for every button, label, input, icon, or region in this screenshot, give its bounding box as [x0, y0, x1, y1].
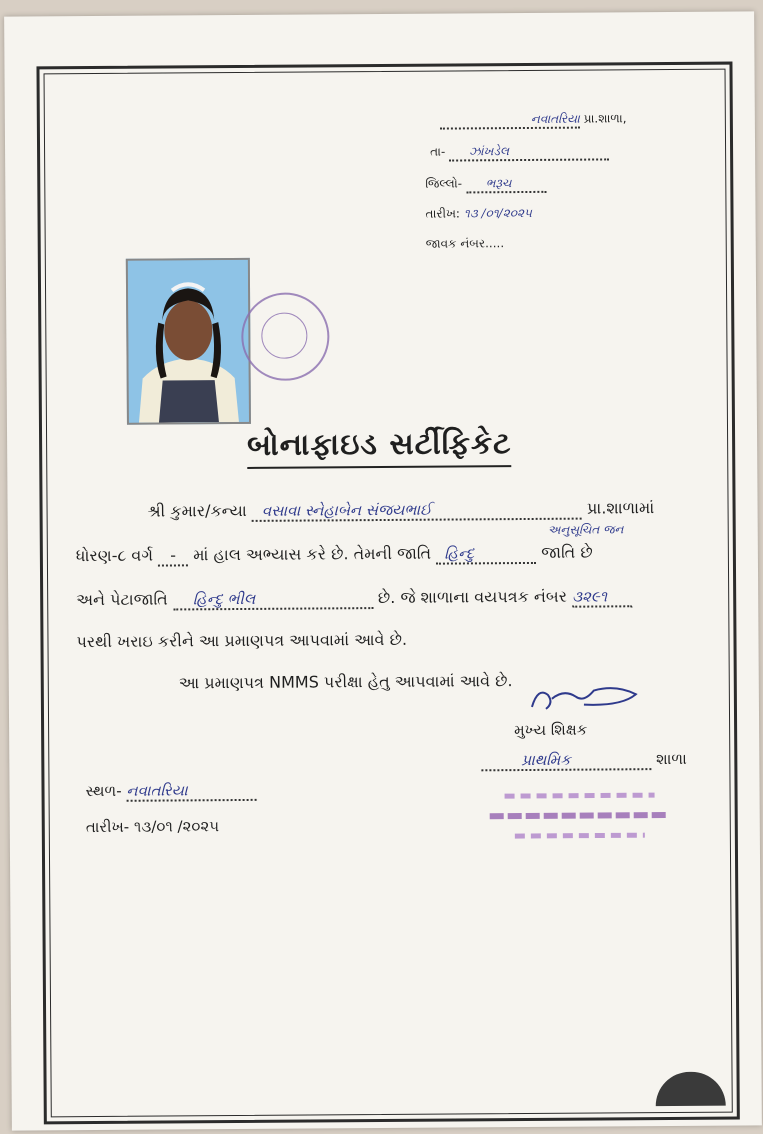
certificate-sheet [4, 11, 762, 1130]
line2-prefix: ધોરણ-૮ વર્ગ [75, 545, 154, 566]
header-school-line [440, 110, 627, 129]
headmaster-signature [524, 680, 644, 719]
page-corner-shadow [656, 1072, 726, 1106]
student-photo [126, 258, 251, 425]
header-taluka-value: ઝાંખડેલ [469, 144, 510, 159]
line3-prefix: અને પેટાજાતિ [76, 589, 168, 610]
footer-date-line [86, 817, 219, 836]
signature-school-type: પ્રાથમિક [521, 750, 571, 770]
body-line-4: પરથી ખરાઇ કરીને આ પ્રમાણપત્ર આપવામાં આવે છે. [76, 629, 408, 652]
place-label: સ્થળ- [85, 781, 122, 801]
header-district-value: ભરૂચ [485, 176, 512, 191]
header-date-line [425, 205, 531, 222]
school-rectangular-stamp [485, 785, 675, 851]
school-round-stamp [241, 292, 330, 381]
category-note [548, 522, 624, 538]
header-district-line [425, 175, 546, 194]
header-district-label: જિલ્લો- [425, 176, 463, 191]
line1-prefix: શ્રી કુમાર/કન્યા [147, 500, 247, 521]
certificate-inner-border [44, 69, 733, 1118]
line1-suffix: પ્રા.શાળામાં [586, 498, 655, 518]
body-line-3 [76, 586, 632, 611]
category-above: અનુસૂચિત જન [547, 522, 624, 537]
sub-caste-value: હિન્દુ ભીલ [192, 589, 256, 609]
header-outward-number: જાવક નંબર..... [425, 236, 505, 251]
footer-date-label: તારીખ- [85, 817, 130, 837]
signature-school-word: શાળા [656, 749, 687, 769]
place-line [85, 781, 256, 802]
body-line-5: આ પ્રમાણપત્ર NMMS પરીક્ષા હેતુ આપવામાં આવે છે. [178, 671, 513, 693]
header-school-name: નવાતરિયા [530, 111, 580, 126]
line3-middle: છે. જે શાળાના વયપત્રક નંબર [377, 586, 568, 608]
certificate-title: બોનાફાઇડ સર્ટીફિકેટ [247, 426, 512, 469]
header-date-value: ૧૩ /૦૧/૨૦૨૫ [463, 205, 532, 221]
line2-middle: માં હાલ અભ્યાસ કરે છે. તેમની જાતિ [193, 543, 432, 565]
certificate-border [36, 62, 739, 1125]
line2-class: - [170, 545, 177, 565]
header-taluka-line [430, 142, 609, 161]
signature-role: મુખ્ય શિક્ષક [514, 720, 588, 740]
student-name: વસાવા સ્નેહાબેન સંજયભાઈ [261, 500, 432, 520]
caste-value: હિન્દુ [444, 544, 475, 563]
place-value: નવાતરિયા [126, 781, 188, 800]
body-line-1 [148, 498, 655, 523]
header-date-label: તારીખ: [425, 206, 461, 221]
header-taluka-label: તા- [430, 144, 446, 159]
line2-suffix: જાતિ છે [541, 542, 593, 562]
footer-date-value: ૧૩/૦૧ /૨૦૨૫ [133, 817, 220, 836]
signature-school-line [481, 750, 687, 771]
register-number: ૩૨૯૧ [571, 587, 608, 606]
header-school-suffix: પ્રા.શાળા, [583, 111, 627, 126]
body-line-2 [76, 543, 593, 568]
